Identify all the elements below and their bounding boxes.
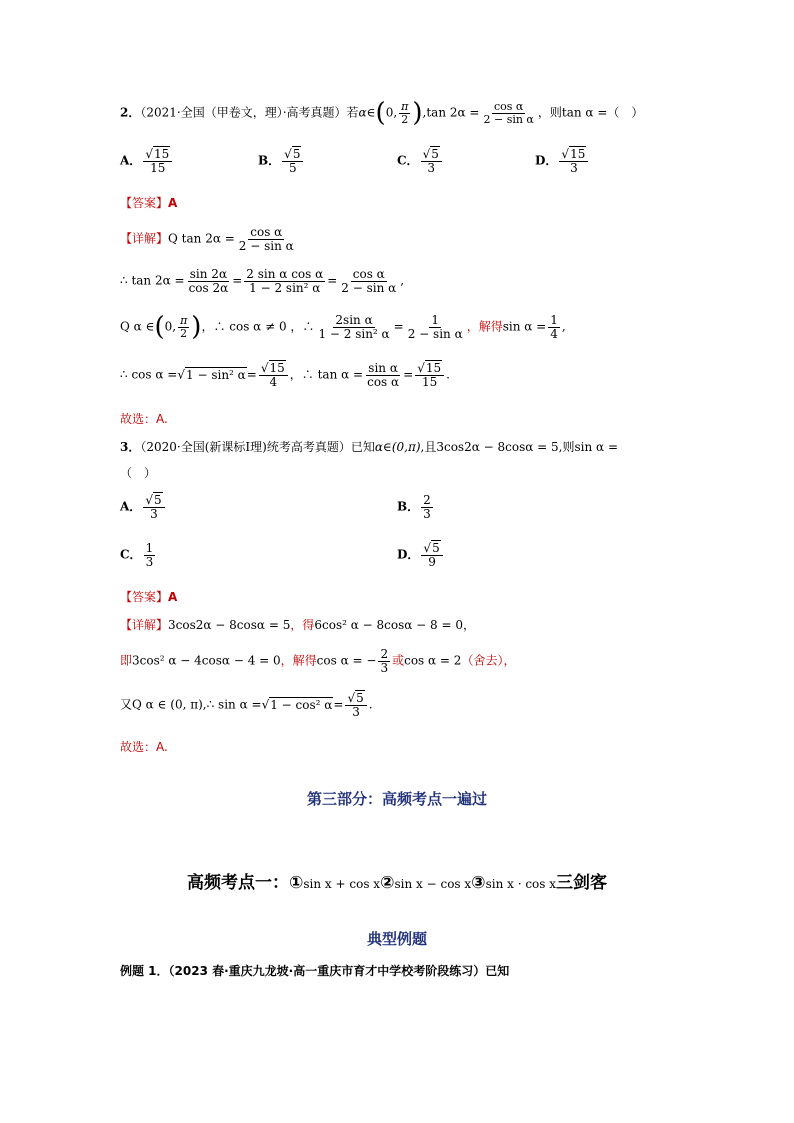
q2-detail-line-2: ∴ tan 2α = $\frac{\sin 2\alpha}{\cos 2\alpha}$ = $\frac{\text{2 sin α cos α}}{\text{1 − 2 sin² α}}$ = $\frac{\text{cos α}}{\text{2 − sin α}}$ , bbox=[120, 267, 405, 295]
topic-heading: 高频考点一：①sin x + cos x②sin x − cos x③sin x · cos x三剑客 bbox=[186, 873, 608, 893]
q2-detail-line-1: 【详解】Q tan 2α = $\frac{\text{cos α}}{\text{2 − sin α}}$ bbox=[120, 225, 294, 253]
part-title: 第三部分：高频考点一遍过 bbox=[306, 790, 487, 808]
q3-choose: 故选：A. bbox=[120, 740, 168, 754]
q3-option-b[interactable]: B． $\frac{2}{3}$ bbox=[397, 493, 431, 521]
q2-detail-line-3: Q α ∈(0, $\frac{\pi}{2}$ )，∴ cos α ≠ 0 ，∴ $\frac{\text{2sin α}}{\text{1 − 2 sin² α}}$ = $\frac{1}{\text{2 − sin α}}$ ，解得sin α = $\frac{1}{4}$ , bbox=[120, 312, 566, 343]
typical-title: 典型例题 bbox=[366, 930, 427, 948]
q3-option-d[interactable]: D． $\frac{√5}{9}$ bbox=[397, 542, 445, 568]
q2-detail-line-4: ∴ cos α =√1 − sin² α= $\frac{√15}{4}$ ，∴ tan α = $\frac{\text{sin α}}{\text{cos α}}$ = $\frac{√15}{15}$ . bbox=[120, 361, 450, 389]
q2-option-a[interactable]: A． $\frac{√15}{15}$ bbox=[120, 148, 174, 174]
q3-stem-paren: （ ） bbox=[120, 466, 157, 480]
q2-answer: 【答案】A bbox=[120, 196, 178, 210]
q2-option-d[interactable]: D． $\frac{√15}{3}$ bbox=[535, 148, 590, 174]
q3-option-a[interactable]: A． $\frac{√5}{3}$ bbox=[120, 494, 167, 520]
example-1-stem: 例题 1．（2023 春·重庆九龙坡·高一重庆市育才中学校考阶段练习）已知 bbox=[120, 964, 510, 978]
q2-option-c[interactable]: C． $\frac{√5}{3}$ bbox=[397, 148, 444, 174]
q3-stem: 3．（2020·全国(新课标Ⅰ理)统考高考真题）已知α∈(0,π),且3cos2α − 8cosα = 5,则sin α = bbox=[120, 440, 618, 454]
q3-answer: 【答案】A bbox=[120, 590, 178, 604]
q3-detail-line-2: 即3cos² α − 4cosα − 4 = 0，解得cos α = − $\frac{2}{3}$ 或cos α = 2（舍去）， bbox=[120, 647, 516, 675]
q3-detail-line-1: 【详解】3cos2α − 8cosα = 5，得6cos² α − 8cosα − 8 = 0， bbox=[120, 618, 476, 632]
q2-cond-fraction: $\frac{\text{cos α}}{\text{2 − sin α}}$ bbox=[483, 99, 534, 126]
q2-option-b[interactable]: B． $\frac{√5}{5}$ bbox=[258, 148, 305, 174]
q2-stem: 2．（2021·全国（甲卷文，理）·高考真题）若α∈(0, $\frac{\pi}{2}$ ),tan 2α = $\frac{\text{cos α}}{\text{2 − sin α}}$ ，则tan α =（ ） bbox=[120, 98, 644, 128]
q3-option-c[interactable]: C． $\frac{1}{3}$ bbox=[120, 541, 154, 569]
q3-detail-line-3: 又Q α ∈ (0, π),∴ sin α =√1 − cos² α= $\frac{√5}{3}$ . bbox=[120, 691, 373, 719]
q2-choose: 故选：A. bbox=[120, 412, 168, 426]
